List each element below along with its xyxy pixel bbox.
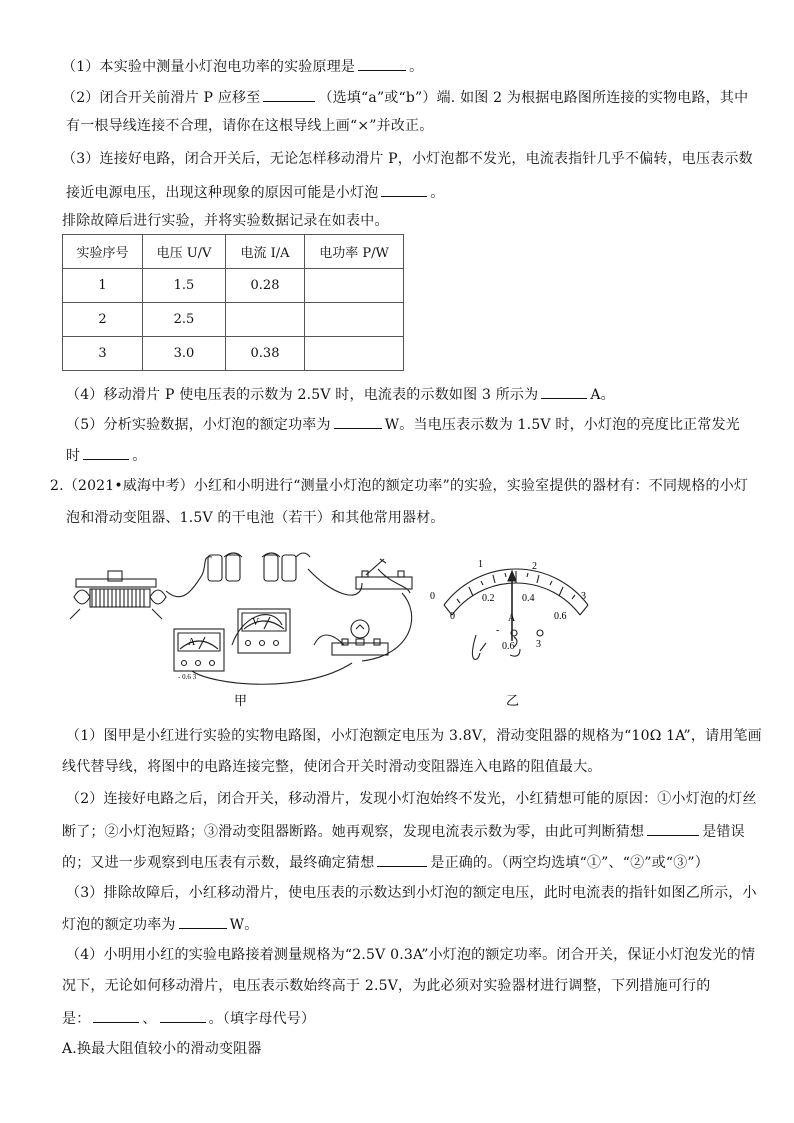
data-table: [62, 234, 404, 371]
table-header: 电流 I/A: [226, 235, 305, 269]
q2-part4-line1: （4）小明用小红的实验电路接着测量规格为“2.5V 0.3A”小灯泡的额定功率。闭合开关，保证小灯泡发光的情: [66, 947, 756, 963]
circuit-figure: [62, 545, 742, 715]
scale-outer-0: 0: [430, 591, 435, 602]
answer-blank[interactable]: [381, 182, 427, 197]
scale-outer-1: 1: [478, 559, 483, 570]
figure-label-jia: 甲: [234, 694, 248, 709]
table-cell: 1: [63, 269, 143, 303]
q1-part4: （4）移动滑片 P 使电压表的示数为 2.5V 时，电流表的示数如图 3 所示为 A。: [66, 384, 615, 404]
answer-blank[interactable]: [358, 56, 406, 71]
table-cell: 3.0: [143, 337, 226, 371]
answer-blank[interactable]: [179, 914, 227, 929]
q2-part4-line3: 是： 、 。（填字母代号）: [62, 1008, 315, 1028]
answer-blank[interactable]: [377, 852, 427, 867]
table-row: [63, 303, 404, 337]
q2-part2-line3: 的；又进一步观察到电压表有示数，最终确定猜想 是正确的。（两空均选填“①”、“②”或“③”）: [62, 852, 709, 872]
q1-part5-line2: 时 。: [66, 445, 146, 465]
q2-part3-line2: 灯泡的额定功率为 W。: [62, 914, 258, 934]
answer-blank[interactable]: [160, 1008, 206, 1023]
table-header: 电功率 P/W: [305, 235, 404, 269]
table-cell: 2.5: [143, 303, 226, 337]
q2-part2-line2: 断了；②小灯泡短路；③滑动变阻器断路。她再观察，发现电流表示数为零，由此可判断猜想 是错误: [62, 821, 745, 841]
scale-inner-0: 0: [450, 611, 455, 622]
voltmeter-icon: [238, 609, 290, 653]
q2-part1-line1: （1）图甲是小红进行实验的实物电路图，小灯泡额定电压为 3.8V，滑动变阻器的规格为“10Ω 1A”，请用笔画: [66, 728, 762, 744]
table-intro: 排除故障后进行实验，并将实验数据记录在如表中。: [62, 213, 389, 229]
table-cell[interactable]: [305, 269, 404, 303]
q1-part5-line1: （5）分析实验数据，小灯泡的额定功率为 W。当电压表示数为 1.5V 时，小灯泡的亮度比正常发光: [66, 414, 740, 434]
voltmeter-symbol: V: [252, 617, 260, 628]
terminal-3: 3: [536, 639, 541, 650]
rheostat-icon: [70, 571, 166, 619]
switch-icon: [356, 559, 412, 589]
table-cell: 2: [63, 303, 143, 337]
table-cell[interactable]: [226, 303, 305, 337]
terminal-minus: -: [496, 625, 500, 636]
table-header: 实验序号: [63, 235, 143, 269]
answer-blank[interactable]: [541, 384, 587, 399]
q1-part2-line2: 有一根导线连接不合理，请你在这根导线上画“×”并改正。: [66, 118, 434, 134]
meter-symbol-a: A: [508, 613, 516, 624]
q2-part4-line2: 况下，无论如何移动滑片，电压表示数始终高于 2.5V，为此必须对实验器材进行调整，下列措施可行的: [62, 978, 711, 994]
scale-inner-04: 0.4: [522, 593, 535, 604]
q1-part3-line1: （3）连接好电路，闭合开关后，无论怎样移动滑片 P，小灯泡都不发光，电流表指针几乎不偏转，电压表示数: [62, 151, 753, 167]
scale-inner-02: 0.2: [482, 593, 495, 604]
q2-part1-line2: 线代替导线，将图中的电路连接完整，使闭合开关时滑动变阻器连入电路的阻值最大。: [62, 759, 602, 775]
answer-blank[interactable]: [263, 87, 315, 102]
table-cell: 1.5: [143, 269, 226, 303]
answer-blank[interactable]: [647, 821, 699, 836]
circuit-figure-svg: [62, 545, 742, 715]
table-header-row: [63, 235, 404, 269]
table-cell: 0.38: [226, 337, 305, 371]
table-row: [63, 337, 404, 371]
ammeter-icon: [174, 629, 224, 671]
q2-part2-line1: （2）连接好电路之后，闭合开关，移动滑片，发现小灯泡始终不发光，小红猜想可能的原因：①小灯泡的灯丝: [66, 791, 757, 807]
q1-part3-line2: 接近电源电压，出现这种现象的原因可能是小灯泡 。: [66, 182, 445, 202]
answer-blank[interactable]: [83, 445, 129, 460]
q2-intro-line2: 泡和滑动变阻器、1.5V 的干电池（若干）和其他常用器材。: [66, 510, 445, 526]
ammeter-symbol: A: [188, 637, 196, 648]
table-row: [63, 269, 404, 303]
battery-icon: [208, 555, 296, 581]
table-cell: 0.28: [226, 269, 305, 303]
table-header: 电压 U/V: [143, 235, 226, 269]
ammeter-terminal-labels: - 0.6 3: [178, 673, 197, 681]
answer-blank[interactable]: [93, 1008, 139, 1023]
q2-option-a: A.换最大阻值较小的滑动变阻器: [62, 1041, 262, 1057]
table-cell[interactable]: [305, 303, 404, 337]
q1-part1: （1）本实验中测量小灯泡电功率的实验原理是 。: [62, 56, 423, 76]
answer-blank[interactable]: [334, 414, 382, 429]
table-cell[interactable]: [305, 337, 404, 371]
scale-outer-3: 3: [581, 591, 586, 602]
q2-part3-line1: （3）排除故障后，小红移动滑片，使电压表的示数达到小灯泡的额定电压，此时电流表的指针如图乙所示，小: [66, 885, 757, 901]
bulb-icon: [332, 620, 388, 655]
figure-label-yi: 乙: [506, 694, 520, 709]
scale-inner-06: 0.6: [554, 611, 567, 622]
terminal-06: 0.6: [502, 641, 515, 652]
table-cell: 3: [63, 337, 143, 371]
scale-outer-2: 2: [532, 561, 537, 572]
q1-part2-line1: （2）闭合开关前滑片 P 应移至 （选填“a”或“b”）端. 如图 2 为根据电路图所连接的实物电路，其中: [62, 87, 748, 107]
q2-intro-line1: 2.（2021•威海中考）小红和小明进行“测量小灯泡的额定功率”的实验，实验室提供的器材有：不同规格的小灯: [50, 478, 749, 494]
